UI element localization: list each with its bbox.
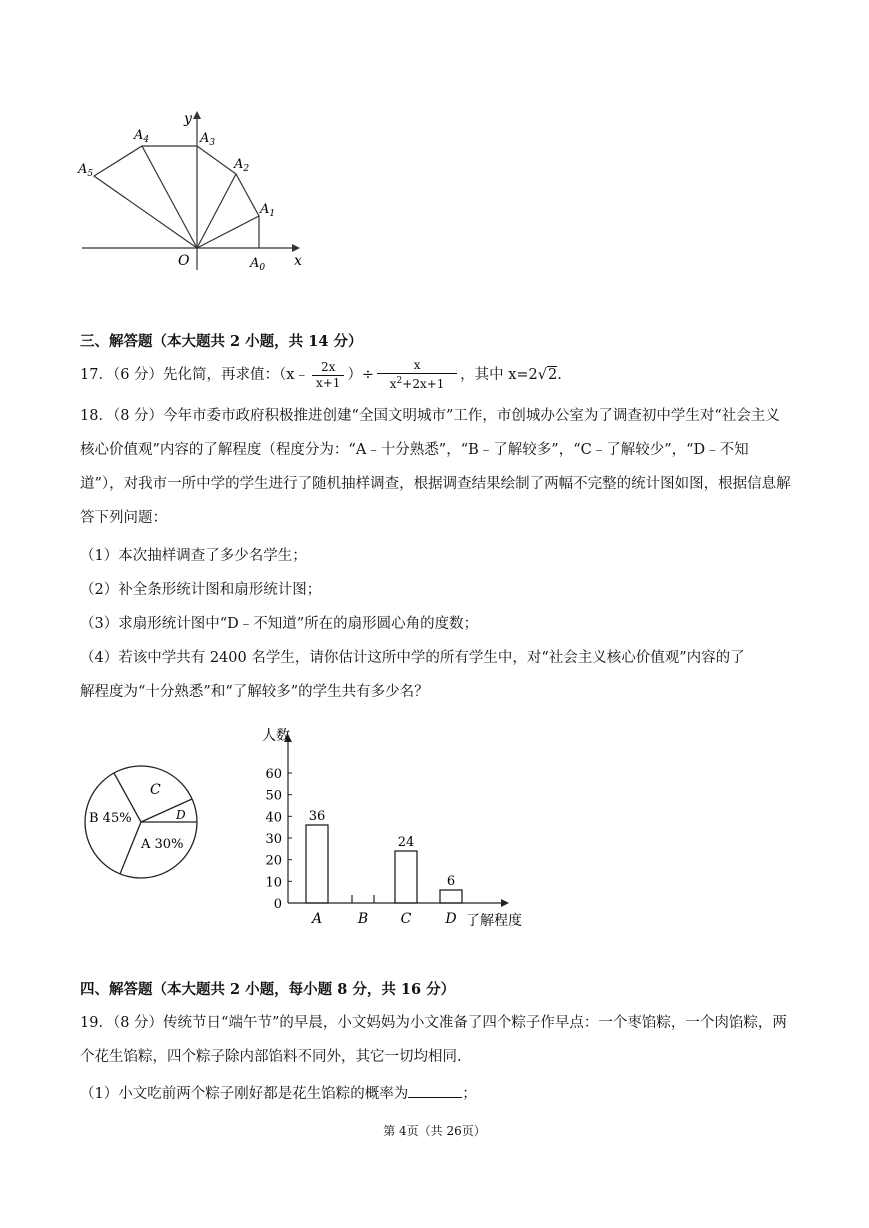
section-3-title: 三、解答题（本大题共 2 小题，共 14 分） bbox=[80, 333, 363, 350]
q19-sub-1 bbox=[80, 1082, 477, 1103]
q17-suffix: ，其中 x=2 bbox=[460, 367, 538, 383]
y-tick-label-10: 10 bbox=[265, 875, 282, 891]
y-tick-label-50: 50 bbox=[265, 788, 282, 804]
y-tick-label-20: 20 bbox=[265, 853, 282, 869]
q18-sub-2: （2）补全条形统计图和扇形统计图； bbox=[80, 582, 322, 598]
q17-frac2-den-sup: 2 bbox=[396, 376, 403, 386]
question-19-text: 19．（8 分）传统节日“端午节”的早晨，小文妈妈为小文准备了四个粽子作早点：一个枣馅粽，一个肉馅粽，两个花生馅粽，四个粽子除内部馅料不同外，其它一切均相同. bbox=[80, 1015, 787, 1065]
q18-sub-4b: 解程度为“十分熟悉”和“了解较多”的学生共有多少名？ bbox=[80, 684, 429, 700]
q17-sqrt-value: 2 bbox=[548, 367, 558, 383]
q17-end: . bbox=[557, 367, 562, 383]
bar-x-axis-arrow bbox=[501, 899, 509, 907]
x-category-label-B: B bbox=[357, 911, 369, 927]
question-18-text: 18．（8 分）今年市委市政府积极推进创建“全国文明城市”工作，市创城办公室为了调查初中学生对“社会主义核心价值观”内容的了解程度（程度分为：“A﹣十分熟悉”，“B﹣了解较多”，“C﹣了解较少”，“D﹣不知道”），对我市一所中学的学生进行了随机抽样调查，根据调查结果绘制了两幅不完整的统计图如图，根据信息解答下列问题： bbox=[80, 408, 791, 526]
y-tick-label-40: 40 bbox=[265, 810, 282, 826]
ray-oa1 bbox=[197, 216, 259, 248]
bar-A bbox=[306, 825, 328, 903]
q19-sub1-suffix: ； bbox=[462, 1086, 477, 1102]
q17-frac2-denominator bbox=[377, 374, 457, 392]
polygon-figure bbox=[72, 105, 312, 275]
a2-label: $A_2$ bbox=[234, 157, 250, 174]
q18-sub-1: （1）本次抽样调查了多少名学生； bbox=[80, 548, 307, 564]
q18-sub-4a: （4）若该中学共有 2400 名学生，请你估计这所中学的所有学生中，对“社会主义核心价值观”内容的了 bbox=[80, 650, 745, 666]
bar-x-label: 了解程度 bbox=[466, 913, 522, 929]
bar-value-label-A: 36 bbox=[308, 809, 326, 824]
pie-chart bbox=[84, 764, 202, 882]
q17-frac1-numerator: 2x bbox=[312, 360, 344, 376]
a0-label: $A_0$ bbox=[250, 256, 266, 273]
q17-frac2-den-b: +2x+1 bbox=[402, 377, 445, 391]
y-tick-label-0: 0 bbox=[273, 897, 282, 912]
q19-sub1-prefix: （1）小文吃前两个粽子刚好都是花生馅粽的概率为 bbox=[80, 1086, 409, 1102]
answer-blank[interactable] bbox=[408, 1083, 462, 1098]
ray-oa4 bbox=[142, 146, 197, 248]
bar-marks bbox=[306, 809, 462, 927]
bar-value-label-C: 24 bbox=[397, 835, 415, 850]
x-axis-arrow bbox=[292, 244, 300, 252]
q17-prefix: 17．（6 分）先化简，再求值：（x﹣ bbox=[80, 367, 309, 383]
q17-frac2-numerator: x bbox=[377, 358, 457, 374]
a5-label: $A_5$ bbox=[78, 162, 94, 179]
pie-label-b: B 45% bbox=[89, 811, 132, 826]
x-category-label-D: D bbox=[445, 911, 457, 927]
y-tick-label-60: 60 bbox=[265, 767, 282, 782]
x-category-label-A: A bbox=[311, 911, 323, 927]
q17-fraction-1 bbox=[312, 360, 344, 391]
y-axis-label: y bbox=[184, 111, 192, 127]
bar-C bbox=[395, 851, 417, 903]
bar-value-label-D: 6 bbox=[446, 874, 456, 889]
q17-mid: ）÷ bbox=[347, 367, 375, 383]
sqrt-sign: √ bbox=[537, 367, 548, 383]
ray-oa2 bbox=[197, 174, 236, 248]
question-17 bbox=[80, 358, 562, 392]
q17-fraction-2 bbox=[377, 358, 457, 392]
section-4-title: 四、解答题（本大题共 2 小题，每小题 8 分，共 16 分） bbox=[80, 981, 456, 998]
bar-chart bbox=[258, 718, 543, 930]
pie-divider-a-b bbox=[120, 822, 141, 874]
q18-sub-3: （3）求扇形统计图中“D﹣不知道”所在的扇形圆心角的度数； bbox=[80, 616, 479, 632]
q17-frac1-denominator: x+1 bbox=[315, 375, 341, 390]
pie-label-d: D bbox=[176, 808, 186, 822]
x-category-label-C: C bbox=[400, 911, 412, 927]
a4-label: $A_4$ bbox=[134, 128, 150, 145]
pie-label-c: C bbox=[150, 782, 161, 798]
bar-D bbox=[440, 890, 462, 903]
x-axis-label: x bbox=[294, 253, 302, 269]
bar-y-label: 人数 bbox=[262, 728, 290, 744]
a1-label: $A_1$ bbox=[260, 202, 276, 219]
pie-label-a: A 30% bbox=[141, 837, 184, 852]
y-tick-label-30: 30 bbox=[265, 832, 282, 847]
y-axis-arrow bbox=[193, 111, 201, 119]
page-footer: 第 4页（共 26页） bbox=[383, 1124, 486, 1138]
a3-label: $A_3$ bbox=[200, 131, 216, 148]
origin-label: O bbox=[178, 253, 190, 269]
q17-frac2-den-a: x bbox=[389, 377, 397, 391]
